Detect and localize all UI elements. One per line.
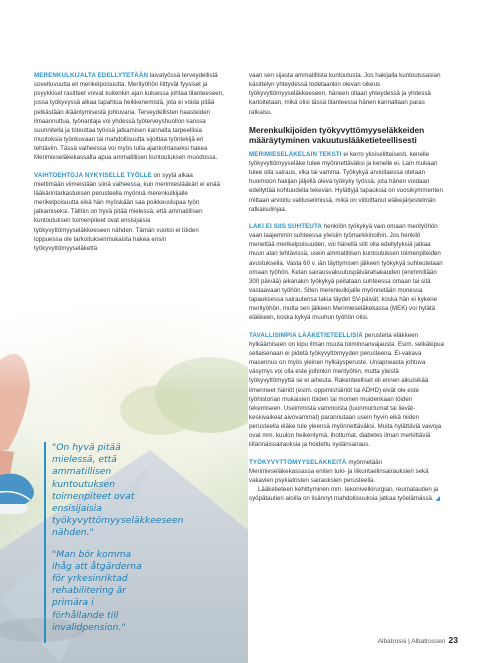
page-number: 23 bbox=[448, 635, 458, 645]
paragraph-text: perusteita eläkkeen hylkäämiseen on kipu ilman muuta toiminnanvajausta. Esim. selkäkipua sellaisenaan ei pidetä työkyvyttömyyden perusteena. Ei-vakava masennus on myös yleinen hylkäysperuste. Uniapneasta johtuva väsymys voi olla este joihinkin merityöhin, mutta yleistä työkyvyttömyyttä se ei aiheuta. Rakenteelliset eli ennen aikuisikää ilmenneet häiriöt (esim. oppimishäiriöt tai ADHD) eivät ole este työhistorian mukaisten töiden tai monien muidenkaan töiden tekemiseen. Useimmista vammoista (luunmurtumat tai lievät-keskivaikeat aivovammat) parannutaan usein hyvin eikä niiden perusteella eläke tule yleensä myönnettäväksi. Muita hylättäviä vaivoja ovat mm. kuulon heikentymä, ihottumat, diabetes ilman merkittäviä liitännäissairauksia ja hoidettu sydänsairaus. bbox=[249, 331, 444, 449]
paragraph-continuation: vaan sen sijasta ammatillista kuntoutusta. Jos hakijalla kuntoutusasian käsittelyn yhteydessä todetaankin olevan oikeus työkyvyttömyyseläkkeeseen, häneen ollaan yhteydessä ja yhdessä kartoitetaan, mikä olisi tässä tilanteessa hänen kannaltaan paras ratkaisu. bbox=[249, 72, 441, 116]
paragraph-text: henkilön työkykyä vain omaan merityöhön vaan laajemmin suhteessa yleisiin työmarkkinoihin. Jos henkilö menettää merikelpoisuuden, voi hänellä silti olla edellytyksiä jatkaa muun alan tehtävissä, usein ammatillisen kuntoutuksen toimenpiteiden avustuksella. Vasta 60 v. iän täyttymisen jälkeen työkykyä suhteutetaan omaan työhön. Kelan sairausvakuutuspäivärahakauden (enimmillään 300 päivää) aikanakin työkykyä peilataan suhteessa omaan tai sitä vastaavaan työhön. Siten merenkulkijalle myönnetään monessa tapauksessa sairautensa takia täydet SV-päivät, koska hän ei kykene merityöhön, mutta sen jälkeen Merimieseläkekassa (MEK) voi hylätä eläkkeen, koska kykyä muuhun työhön olisi. bbox=[249, 222, 443, 322]
section-heading: Merenkulkijoiden työkyvyttömyyseläkkeiden määräytyminen vakuutuslääketieteellisesti bbox=[249, 124, 425, 145]
paragraph-medicine bbox=[249, 485, 445, 503]
paragraph-pensions-granted bbox=[249, 458, 445, 485]
lead-in: MERIMIESELÄKELAIN TEKSTI bbox=[249, 150, 342, 158]
paragraph-text: on syytä alkaa miettimään viimeistään siinä vaiheessa, kun merimieslääkäri ei enää lääkärintarkastuksen perusteella myönnä merenkulkijalle merikelpoisuutta eikä hän myöskään saa poikkeuslupaa työn jatkamiseksi. Tällöin on hyvä pitää mielessä, että ammatillisen kuntoutuksen toimenpiteet ovat ensisijaisia työkyvyttömyyseläkkeeseen nähden. Tämän vuoksi ei töiden loppuessa ole tarkoituksenmukaista hakea ensin työkyvyttömyyseläkettä bbox=[34, 171, 221, 252]
quote-finnish: "On hyvä pitää mielessä, että ammatillisen kuntoutuksen toimenpiteet ovat ensisijaisia työkyvyttömyyseläkkeeseen nähden." bbox=[52, 442, 184, 539]
page-footer bbox=[378, 635, 458, 645]
lead-in: TAVALLISIMPIA LÄÄKETIETEELLISIÄ bbox=[249, 331, 363, 339]
paragraph-text: laivatyössä terveydellistä soveltuvuutta eli merikelpoisuutta. Merityöhön liittyvät fyysiset ja psyykkiset rasitteet voivat kuitenkin ajan kuluessa johtaa tilanteeseen, jossa työkyvyssä alkaa tapahtua heikkenemistä, jota ei voida pitää pelkästään ikääntymisestä johtuvana. Terveydellisten haasteiden ilmaannuttua, työnantaja voi yhdessä työterveyshuollon kanssa suunnitella ja toteuttaa työssä jatkamisen kannalta tarpeellisia muutoksia työnkuvaan tai mahdollisuutta sijoittaa työntekijä eri tehtäviin. Tässä vaiheessa voi myös tulla ajankohtaiseksi hakea Merimieseläkekassalta apua ammatillisen kuntoutuksen muodossa. bbox=[34, 72, 224, 162]
paragraph-text: ei kerro yksiselitteisesti, kenelle työkyvyttömyyseläke tulee myönnettäväksi ja kenelle ei. Lain mukaan tulee olla sairaus, vika tai vamma. Työkykyä arvioitaessa otetaan huomioon hakijan jäljellä oleva työkyky työssä, jota hänen voidaan edellyttää kohtuudella tekevän. Hylättyjä tapauksia on vuosikymmenten mittaan arvioitu valituselimissä, mikä on viitoittanut eläkejärjestelmän ratkaisulinjaa. bbox=[249, 150, 443, 213]
pull-quote bbox=[44, 442, 184, 643]
end-mark-icon: ◢ bbox=[435, 495, 441, 503]
paragraph-alternatives bbox=[34, 171, 224, 253]
left-column bbox=[34, 71, 224, 261]
paragraph-text: Lääketieteen kehittyminen mm. tekonivelkirurgian, reumatautien ja syöpätautien aloilla on lisännyt mahdollisuuksia jatkaa työelämässä. bbox=[249, 486, 439, 503]
quote-swedish: "Man bör komma ihåg att åtgärderna för yrkesinriktad rehabilitering är primära i förhållande till invalidpension." bbox=[52, 548, 142, 633]
paragraph-law-scope bbox=[249, 222, 445, 323]
paragraph-rejection-grounds bbox=[249, 331, 445, 450]
paragraph-text: myönnetään Merimieseläkekassassa eniten tuki- ja liikuntaelinsairauksien sekä vakavien psykiatristen sairauksien perusteella. bbox=[249, 458, 429, 484]
lead-in: VAIHTOEHTOJA NYKYISELLE TYÖLLE bbox=[34, 171, 152, 179]
lead-in: MERENKULKIJALTA EDELLYTETÄÄN bbox=[34, 72, 149, 79]
lead-in: LAKI EI SIIS SUHTEUTA bbox=[249, 222, 322, 230]
lead-in: TYÖKYVYTTÖMYYSELÄKKEITÄ bbox=[249, 458, 347, 466]
right-column bbox=[249, 71, 445, 511]
magazine-name: Albatrossi | Albatrossen bbox=[377, 638, 446, 645]
paragraph-law-text bbox=[249, 150, 445, 214]
paragraph-career-requirements bbox=[34, 71, 224, 163]
